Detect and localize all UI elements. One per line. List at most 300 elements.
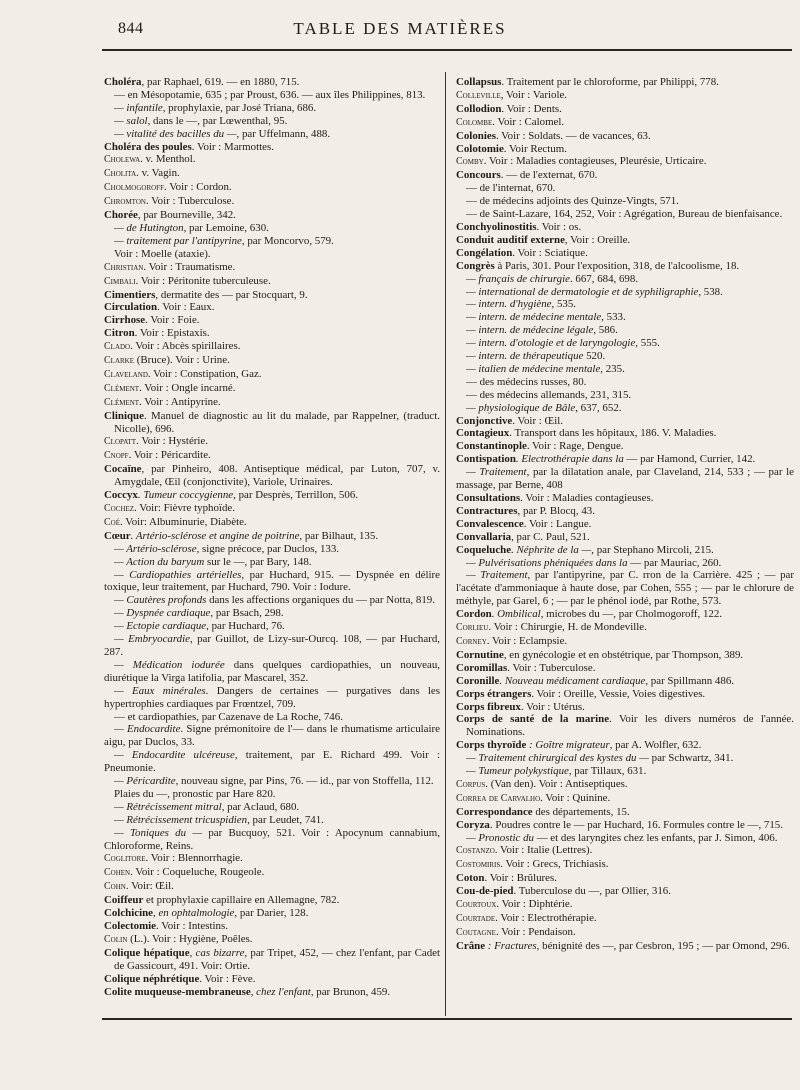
entry-italic: — Traitement (466, 569, 528, 582)
entry-text: . — de l'externat, 670. (500, 169, 598, 182)
entry-text: , par la dilatation anale, par Claveland, 214, 533 ; — par le massage, par Berne, 408 (456, 466, 794, 492)
entry-text: (L.). Voir : Hygiène, Poêles. (127, 932, 253, 945)
entry-headword: Clément (104, 382, 140, 394)
index-entry (456, 752, 794, 765)
entry-headword: Clément (104, 396, 140, 408)
entry-italic: — intern. de thérapeutique (466, 350, 584, 363)
index-entry (456, 765, 794, 778)
entry-text: , par Stephano Mircoli, 215. (591, 543, 714, 556)
entry-headword: Coglitore (104, 853, 146, 865)
entry-text: par Bucquoy, 521. Voir : Apocynum cannabium, Chloroforme, Reins. (104, 826, 440, 852)
entry-text: . Voir : Maladies contagieuses. (520, 492, 654, 504)
entry-headword: Colique hépatique (104, 946, 190, 959)
entry-headword: Contispation (456, 453, 516, 466)
entry-headword: Chromton (104, 196, 146, 208)
index-entry (104, 435, 440, 449)
entry-text: . Signe prémonitoire de l'— dans le rhumatisme articulaire aigu, par Duclos, 33. (104, 723, 440, 749)
entry-text: , par Desprès, Terrillon, 506. (233, 489, 358, 502)
entry-italic: — Cardiopathies artérielles (114, 568, 242, 581)
entry-headword: Contractures (456, 504, 518, 517)
entry-text: — et des laryngites chez les enfants, par J. Simon, 406. (533, 831, 778, 844)
index-entry (104, 866, 440, 880)
entry-text: . 667, 684, 698. (569, 272, 639, 285)
entry-italic: — Embryocardie (114, 633, 190, 646)
entry-text: à Paris, 301. Pour l'exposition, 318, de l'alcoolisme, 18. (494, 259, 740, 272)
index-entry (104, 814, 440, 827)
entry-headword: Cimbali (104, 275, 136, 287)
entry-text: sur le —, par Bary, 148. (204, 555, 312, 568)
entry-text: . Manuel de diagnostic au lit du malade, par Rappelner, (traduct. Nicolle), 696. (114, 409, 440, 435)
index-entry (104, 749, 440, 775)
index-entry (104, 502, 440, 516)
index-entry (104, 463, 440, 489)
entry-text: , par Bsach, 298. (210, 607, 284, 620)
index-entry (456, 662, 794, 675)
index-entry (456, 76, 794, 89)
index-entry (104, 275, 440, 289)
index-entry (456, 402, 794, 415)
entry-italic: — de Hutington (114, 221, 184, 234)
entry-italic: . Néphrite de la — (511, 543, 592, 556)
index-entry (104, 711, 440, 724)
index-entry (456, 858, 794, 872)
entry-text: . Voir : Abcès spirillaires. (130, 340, 241, 353)
index-entry (104, 209, 440, 222)
entry-italic: — Cautères profonds (114, 594, 207, 607)
entry-text: . Voir : Marmottes. (191, 140, 274, 153)
entry-text: . Voir Rectum. (503, 142, 567, 155)
index-entry (104, 396, 440, 410)
index-entry (104, 340, 440, 354)
entry-text: . Voir : Antipyrine. (139, 395, 221, 408)
entry-headword: Colonies (456, 129, 496, 142)
entry-text: , dermatite des — par Stocquart, 9. (155, 288, 308, 301)
index-entry (456, 143, 794, 156)
index-entry (104, 801, 440, 814)
entry-headword: Constantinople (456, 440, 527, 453)
entry-headword: Colchicine (104, 907, 154, 920)
entry-headword: Coton (456, 872, 485, 885)
entry-text: , prophylaxie, par José Triana, 686. (162, 101, 317, 114)
index-entry (104, 301, 440, 314)
index-entry (456, 169, 794, 182)
entry-text: , signe précoce, par Duclos, 133. (196, 542, 340, 555)
entry-text: , par Moncorvo, 579. (241, 234, 334, 247)
entry-headword: Christian (104, 261, 144, 273)
index-entry (104, 327, 440, 340)
entry-headword: Coé (104, 516, 121, 528)
entry-headword: Comby (456, 156, 484, 168)
entry-text: et prophylaxie capillaire en Allemagne, 782. (143, 894, 340, 907)
index-entry (456, 531, 794, 544)
entry-text: , par Darier, 128. (234, 907, 309, 920)
entry-text: . Voir : Blennorrhagie. (145, 852, 243, 865)
index-entry (456, 337, 794, 350)
entry-text: , par Guillot, de Lizy-sur-Ourcq. 108, — par Huchard, 287. (104, 633, 440, 658)
entry-text: , par Uffelmann, 488. (236, 127, 331, 140)
entry-headword: Contagieux (456, 427, 510, 440)
entry-headword: Consultations (456, 492, 521, 504)
entry-text: , bénignité des —, par Cesbron, 195 ; — par Omond, 296. (536, 939, 790, 952)
entry-text: , nouveau signe, par Pins, 76. — id., par von Stoffella, 112. (175, 775, 434, 788)
entry-italic: — Pronostic du (466, 831, 534, 844)
entry-text: . Voir : Constipation, Gaz. (147, 367, 262, 380)
entry-headword: Cirrhose (104, 314, 146, 327)
index-entry (104, 852, 440, 866)
entry-text: . Voir : Oreille, Vessie, Voies digestives. (531, 687, 706, 700)
index-entry (104, 947, 440, 973)
index-entry (456, 635, 794, 649)
entry-headword: Cordon (456, 608, 492, 621)
index-entry (104, 775, 440, 788)
index-entry (104, 89, 440, 102)
index-entry (456, 286, 794, 299)
entry-headword: Courtade (456, 913, 496, 924)
entry-italic: — vitalité des bacilles du — (114, 127, 237, 140)
index-entry (456, 557, 794, 570)
index-entry (456, 311, 794, 324)
index-entry (104, 261, 440, 275)
entry-headword: Conjonctive (456, 414, 513, 427)
entry-text: . Voir: Œil. (125, 880, 174, 893)
index-entry (104, 76, 440, 89)
page-header (0, 0, 800, 40)
entry-text: . Voir : Calomel. (492, 115, 565, 128)
entry-headword: Concours (456, 169, 501, 182)
index-entry (104, 723, 440, 749)
entry-text: . Voir : Soldats. — de vacances, 63. (495, 129, 651, 142)
entry-text: — de l'internat, 670. (466, 182, 556, 195)
index-entry (456, 926, 794, 940)
index-entry (456, 324, 794, 337)
left-column (104, 76, 440, 998)
entry-text: , 637, 652. (575, 401, 622, 414)
entry-headword: Coryza (456, 818, 490, 831)
entry-italic: , chez l'enfant (250, 985, 311, 998)
entry-italic: — Pulvérisations phéniquées dans la (466, 556, 628, 569)
bottom-rule (102, 1018, 792, 1020)
entry-italic: — intern. de médecine légale (466, 324, 594, 337)
entry-text: , par Lemoine, 630. (183, 221, 269, 234)
entry-headword: Cholita (104, 168, 137, 180)
entry-italic: : Fractures (485, 939, 537, 952)
entry-text: . Voir : Maladies contagieuses, Pleurésie, Urticaire. (483, 155, 707, 168)
index-entry (456, 518, 794, 531)
index-entry (104, 354, 440, 368)
index-entry (456, 363, 794, 376)
index-entry (456, 688, 794, 701)
entry-italic: . Ombilical (491, 608, 541, 621)
index-entry (456, 792, 794, 806)
entry-text: . Dangers de certaines — purgatives dans les hypertrophies cardiaques par Frœntzel, 709. (104, 684, 440, 710)
entry-italic: — Eaux minérales (114, 684, 206, 697)
index-entry (456, 116, 794, 130)
index-entry (456, 466, 794, 492)
index-entry (456, 713, 794, 739)
index-entry (104, 907, 440, 920)
entry-headword: Crâne (456, 939, 486, 952)
entry-text: , par Tripet, 452, — chez l'enfant, par Cadet de Gassicourt, 491. Voir: Ortie. (114, 946, 441, 972)
entry-headword: Corpus (456, 778, 486, 790)
entry-headword: Corlieu (456, 622, 489, 634)
index-entry (104, 569, 440, 595)
entry-headword: Cocaïne (104, 463, 142, 476)
entry-text: , 555. (635, 337, 660, 350)
entry-text: , par Brunon, 459. (310, 985, 391, 998)
index-entry (456, 492, 794, 505)
index-entry (456, 819, 794, 832)
entry-text: . Voir: Albuminurie, Diabète. (120, 515, 247, 528)
entry-italic: — intern. d'otologie et de laryngologie (466, 337, 636, 350)
entry-text: . Traitement par le chloroforme, par Philippi, 778. (501, 76, 719, 88)
index-entry (104, 314, 440, 327)
right-column (456, 76, 794, 953)
entry-headword: Convalescence (456, 517, 524, 530)
index-entry (456, 569, 794, 608)
entry-headword: Conduit auditif externe (456, 233, 565, 246)
index-entry (456, 415, 794, 428)
index-entry (456, 208, 794, 221)
entry-text: . v. Vagin. (136, 167, 180, 180)
index-entry (456, 234, 794, 247)
entry-headword: Colombe (456, 116, 493, 128)
index-entry (456, 182, 794, 195)
entry-text: — des médecins allemands, 231, 315. (466, 388, 632, 401)
index-entry (104, 368, 440, 382)
entry-italic: , cas bizarre (189, 946, 245, 959)
entry-text: dans quelques cardiopathies, un nouveau, diurétique la Virga latifolia, par Mascarel, 352. (104, 658, 440, 684)
entry-italic: , en ophtalmologie (153, 907, 235, 920)
entry-text: 520. (583, 350, 606, 363)
entry-italic: . Artério-sclérose et angine de poitrine (130, 529, 300, 542)
entry-headword: Cou-de-pied (456, 885, 514, 898)
entry-text: , en gynécologie et en obstétrique, par Thompson, 389. (503, 648, 744, 661)
index-entry (456, 260, 794, 273)
entry-text: , par l'antipyrine, par C. rron de la Carrière. 425 ; — par l'acétate d'ammoniaque à haute dose, par Cohen, 555 ; — par le chlorure de méthyle, par Garel, 6 ; — par le phénol iodé, par Rothe, 573. (456, 569, 795, 608)
entry-text: des départements, 15. (532, 805, 630, 818)
index-entry (104, 827, 440, 853)
entry-text: . Voir : Quinine. (540, 791, 611, 804)
index-entry (104, 102, 440, 115)
entry-headword: Cholmogoroff (104, 182, 164, 194)
index-entry (456, 912, 794, 926)
entry-headword: Conchyolinostitis (456, 220, 537, 233)
index-entry (104, 880, 440, 894)
index-entry (104, 933, 440, 947)
entry-headword: Correa de Carvalho (456, 792, 541, 804)
entry-text: . Voir : Brûlures. (484, 872, 557, 885)
entry-headword: Coqueluche (456, 543, 512, 556)
entry-text: , par A. Wolfler, 632. (609, 739, 702, 752)
entry-italic: — Action du baryum (114, 555, 205, 568)
index-entry (456, 544, 794, 557)
entry-headword: Corps de santé de la marine (456, 713, 610, 726)
entry-text: Plaies du —, pronostic par Hare 820. (114, 787, 276, 800)
entry-headword: Clinique (104, 409, 144, 422)
entry-text: , Voir : Variole. (500, 88, 568, 101)
entry-headword: Correspondance (456, 805, 533, 818)
index-entry (104, 248, 440, 261)
entry-headword: Clopatt (104, 436, 137, 448)
entry-headword: Clarke (104, 355, 135, 367)
entry-text: . Voir : Tuberculose. (145, 195, 235, 208)
entry-headword: Coiffeur (104, 894, 144, 907)
entry-headword: Cœur (104, 529, 131, 542)
entry-text: . Voir : Hystérie. (136, 435, 208, 448)
index-entry (456, 701, 794, 714)
index-entry (104, 788, 440, 801)
index-entry (456, 155, 794, 169)
index-entry (456, 453, 794, 466)
index-entry (104, 410, 440, 436)
index-entry (456, 885, 794, 898)
entry-text: , par C. Paul, 521. (511, 530, 590, 543)
entry-text: , par Raphael, 619. — en 1880, 715. (141, 76, 300, 88)
entry-headword: Colin (104, 933, 128, 945)
entry-headword: Choléra des poules (104, 140, 192, 153)
index-entry (456, 273, 794, 286)
entry-headword: Cohn (104, 881, 126, 893)
entry-italic: — Traitement (466, 466, 527, 479)
index-entry (104, 382, 440, 396)
index-entry (456, 832, 794, 845)
entry-headword: Choléra (104, 76, 142, 88)
entry-text: . Voir : Epistaxis. (134, 327, 210, 340)
entry-text: . Voir : Foie. (145, 314, 200, 327)
entry-text: . v. Menthol. (140, 153, 196, 166)
entry-text: . Voir : Fève. (199, 972, 256, 985)
entry-text: , par P. Blocq, 43. (517, 504, 595, 517)
index-entry (456, 844, 794, 858)
index-entry (104, 894, 440, 907)
index-entry (456, 898, 794, 912)
entry-headword: Colotomie (456, 142, 504, 155)
entry-headword: Cohen (104, 867, 131, 879)
index-entry (104, 449, 440, 463)
entry-text: , traitement, par E. Richard 499. Voir : Pneumonie. (104, 749, 441, 775)
header-rule (102, 49, 792, 51)
index-entry (456, 427, 794, 440)
entry-text: . Voir : os. (536, 220, 582, 233)
index-entry (456, 739, 794, 752)
entry-headword: Colique néphrétique (104, 972, 200, 985)
entry-text: . Tuberculose du —, par Ollier, 316. (513, 885, 671, 898)
entry-headword: Cochez (104, 503, 135, 514)
index-entry (456, 298, 794, 311)
entry-text: . Voir : Eclampsie. (486, 634, 568, 647)
entry-italic: — italien de médecine mentale (466, 362, 601, 375)
entry-italic: . Electrothérapie dans la (515, 453, 624, 466)
index-entry (104, 516, 440, 530)
index-entry (456, 130, 794, 143)
entry-text: , 235. (600, 362, 625, 375)
entry-headword: Colleville (456, 89, 501, 101)
entry-text: — de médecins adjoints des Quinze-Vingts, 571. (466, 195, 679, 208)
entry-text: dans les affections organiques du — par Notta, 819. (206, 594, 435, 607)
index-entry (104, 181, 440, 195)
entry-headword: Courtoux (456, 899, 497, 911)
entry-italic: — Endocardite (114, 723, 181, 736)
entry-headword: Cnopf (104, 450, 129, 462)
entry-text: . Voir : Eaux. (157, 301, 215, 314)
index-entry (456, 440, 794, 453)
entry-text: , par Tillaux, 631. (568, 765, 647, 778)
index-entry (104, 153, 440, 167)
entry-text: — par Mauriac, 260. (627, 556, 722, 569)
index-entry (456, 872, 794, 885)
entry-text: — de Saint-Lazare, 164, 252, Voir : Agrégation, Bureau de bienfaisance. (466, 208, 783, 221)
entry-italic: . Tumeur coccygienne (137, 489, 234, 502)
entry-text: . Voir : Utérus. (520, 700, 585, 713)
entry-italic: — Traitement chirurgical des kystes du — (466, 752, 649, 765)
entry-text: . Voir : Italie (Lettres). (494, 844, 593, 857)
entry-text: . Voir : Chirurgie, H. de Mondeville. (488, 621, 647, 634)
entry-text: , par Spillmann 486. (645, 674, 734, 687)
entry-text: , par Pinheiro, 408. Antiseptique médical, par Luton, 707, v. Amygdale, Œil (conjonctivite), Variole, Urinaires. (114, 463, 440, 489)
entry-italic: — Tumeur polykystique (466, 765, 569, 778)
entry-italic: — Endocardite ulcéreuse (114, 749, 235, 762)
entry-italic: — physiologique de Bâle (466, 401, 576, 414)
entry-headword: Coronille (456, 674, 500, 687)
index-entry (456, 649, 794, 662)
entry-text: . Voir : Grecs, Trichiasis. (500, 858, 609, 871)
entry-text: , 586. (593, 324, 618, 337)
entry-text: , microbes du —, par Cholmogoroff, 122. (540, 608, 723, 621)
index-entry (456, 505, 794, 518)
index-entry (104, 607, 440, 620)
entry-headword: Congélation (456, 246, 513, 259)
entry-text: , Voir : Oreille. (564, 233, 631, 246)
entry-text: . Voir : Péritonite tuberculeuse. (135, 274, 271, 287)
entry-headword: Costomiris (456, 859, 501, 871)
entry-text: — des médecins russes, 80. (466, 375, 587, 388)
entry-headword: Coccyx (104, 489, 138, 502)
index-entry (104, 489, 440, 502)
index-entry (104, 986, 440, 999)
index-entry (456, 103, 794, 116)
entry-headword: Cimentiers (104, 288, 156, 301)
entry-headword: Cholewa (104, 154, 141, 166)
entry-text: . Voir : Ongle incarné. (139, 381, 236, 394)
entry-italic: — intern. d'hygiène (466, 298, 552, 311)
entry-italic: — international de dermatologie et de syphiligraphie (466, 285, 699, 298)
entry-text: . Voir : Intestins. (156, 920, 228, 932)
entry-italic: — français de chirurgie (466, 272, 570, 285)
entry-headword: Corps fibreux (456, 700, 521, 713)
index-entry (104, 543, 440, 556)
entry-italic: . Nouveau médicament cardiaque (499, 674, 646, 687)
entry-headword: Corps étrangers (456, 687, 532, 700)
index-entry (456, 221, 794, 234)
index-entry (456, 675, 794, 688)
entry-text: . Voir : Dents. (501, 102, 562, 115)
index-entry (104, 556, 440, 569)
index-entry (456, 350, 794, 363)
index-entry (456, 195, 794, 208)
entry-headword: Circulation (104, 301, 158, 314)
entry-text: . (Van den). Voir : Antiseptiques. (485, 777, 628, 790)
entry-headword: Claveland (104, 368, 148, 380)
index-entry (456, 89, 794, 103)
entry-text: . Voir : Coqueluche, Rougeole. (130, 866, 265, 879)
index-entry (456, 389, 794, 402)
entry-headword: Chorée (104, 209, 138, 222)
entry-text: . Voir : Diphtérie. (496, 898, 573, 911)
running-title: TABLE DES MATIÈRES (293, 19, 507, 38)
column-divider (445, 72, 446, 1016)
entry-headword: Colectomie (104, 920, 157, 932)
index-entry (104, 289, 440, 302)
